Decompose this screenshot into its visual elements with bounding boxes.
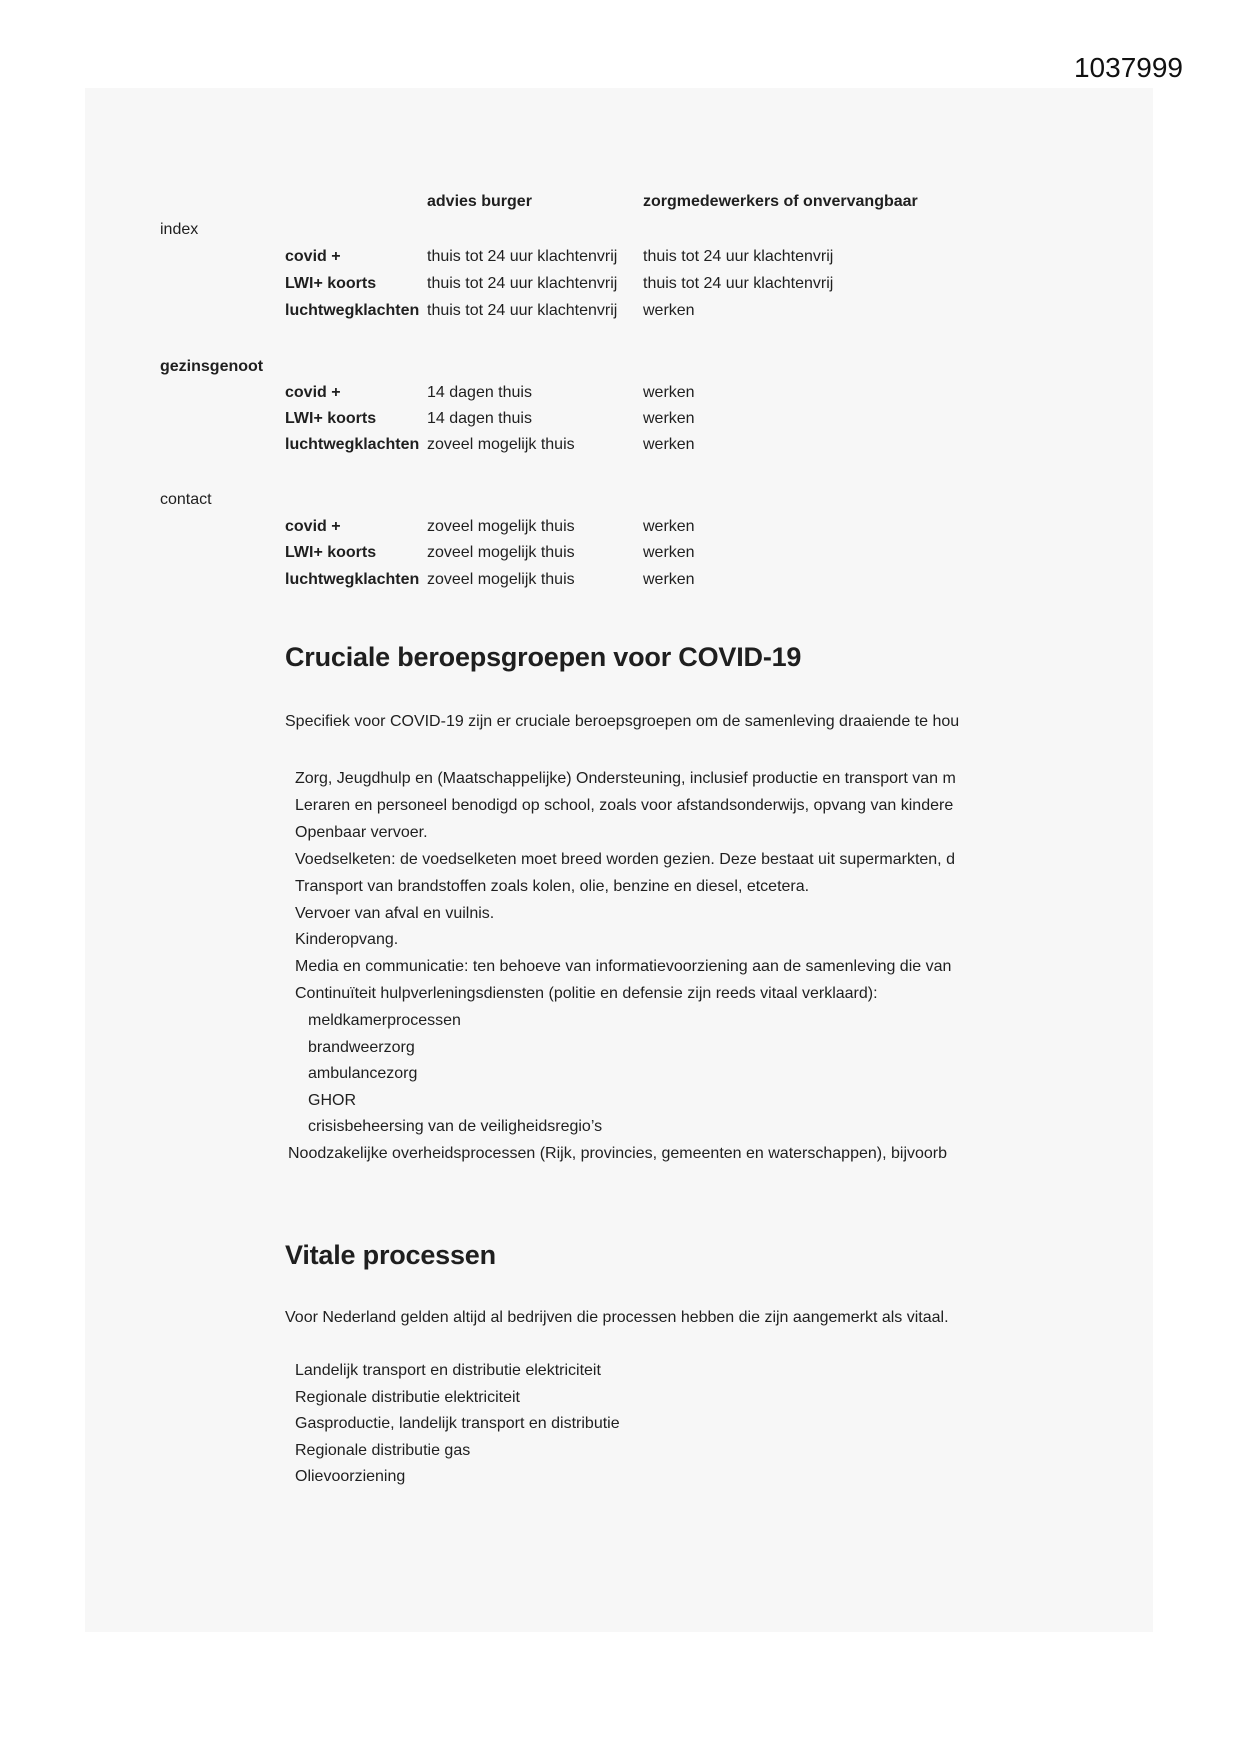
table-group-label-contact: contact — [160, 491, 212, 508]
list-subitem: GHOR — [308, 1092, 356, 1109]
page-number: 1037999 — [1073, 52, 1183, 83]
table-cell-symptom: luchtwegklachten — [285, 436, 420, 453]
table-cell-advies: 14 dagen thuis — [427, 384, 532, 401]
table-cell-zorg: thuis tot 24 uur klachtenvrij — [643, 248, 834, 265]
list-item: Openbaar vervoer. — [295, 824, 428, 841]
list-subitem: ambulancezorg — [308, 1065, 418, 1082]
list-item: Continuïteit hulpverleningsdiensten (politie en defensie zijn reeds vitaal verklaard): — [295, 985, 878, 1002]
section-intro: Specifiek voor COVID-19 zijn er cruciale beroepsgroepen om de samenleving draaiende te hou — [285, 713, 960, 730]
list-item: Olievoorziening — [295, 1468, 406, 1485]
table-cell-symptom: luchtwegklachten — [285, 302, 420, 319]
list-item: Landelijk transport en distributie elektriciteit — [295, 1362, 601, 1379]
table-cell-advies: zoveel mogelijk thuis — [427, 436, 575, 453]
table-cell-advies: 14 dagen thuis — [427, 410, 532, 427]
table-col-header-zorgmedewerkers: zorgmedewerkers of onvervangbaar — [643, 193, 918, 210]
table-cell-advies: zoveel mogelijk thuis — [427, 571, 575, 588]
table-cell-zorg: werken — [643, 518, 695, 535]
table-cell-zorg: werken — [643, 410, 695, 427]
list-item: Kinderopvang. — [295, 931, 399, 948]
table-cell-symptom: covid + — [285, 518, 341, 535]
table-cell-symptom: LWI+ koorts — [285, 544, 377, 561]
table-cell-zorg: werken — [643, 302, 695, 319]
table-cell-zorg: werken — [643, 544, 695, 561]
table-col-header-advies-burger: advies burger — [427, 193, 532, 210]
list-item: Vervoer van afval en vuilnis. — [295, 905, 495, 922]
list-item: Noodzakelijke overheidsprocessen (Rijk, provincies, gemeenten en waterschappen), bijvoorb — [288, 1145, 948, 1162]
list-item: Regionale distributie gas — [295, 1442, 471, 1459]
list-item: Voedselketen: de voedselketen moet breed worden gezien. Deze bestaat uit supermarkten, d — [295, 851, 955, 868]
table-cell-zorg: werken — [643, 436, 695, 453]
list-item: Zorg, Jeugdhulp en (Maatschappelijke) Ondersteuning, inclusief productie en transport van m — [295, 770, 956, 787]
list-subitem: meldkamerprocessen — [308, 1012, 461, 1029]
table-cell-zorg: thuis tot 24 uur klachtenvrij — [643, 275, 834, 292]
table-group-label-gezinsgenoot: gezinsgenoot — [160, 358, 264, 375]
table-cell-advies: zoveel mogelijk thuis — [427, 518, 575, 535]
table-cell-advies: thuis tot 24 uur klachtenvrij — [427, 275, 618, 292]
table-group-label-index: index — [160, 221, 199, 238]
table-cell-advies: zoveel mogelijk thuis — [427, 544, 575, 561]
table-cell-advies: thuis tot 24 uur klachtenvrij — [427, 248, 618, 265]
section-title-vitale-processen: Vitale processen — [285, 1240, 496, 1270]
table-cell-zorg: werken — [643, 571, 695, 588]
table-cell-symptom: luchtwegklachten — [285, 571, 420, 588]
list-item: Gasproductie, landelijk transport en distributie — [295, 1415, 620, 1432]
list-item: Regionale distributie elektriciteit — [295, 1389, 520, 1406]
list-item: Media en communicatie: ten behoeve van informatievoorziening aan de samenleving die van — [295, 958, 952, 975]
list-item: Leraren en personeel benodigd op school, zoals voor afstandsonderwijs, opvang van kindere — [295, 797, 954, 814]
table-cell-zorg: werken — [643, 384, 695, 401]
section-intro: Voor Nederland gelden altijd al bedrijven die processen hebben die zijn aangemerkt als vitaal. — [285, 1309, 949, 1326]
list-subitem: brandweerzorg — [308, 1039, 415, 1056]
table-cell-symptom: covid + — [285, 248, 341, 265]
section-title-cruciale-beroepsgroepen: Cruciale beroepsgroepen voor COVID-19 — [285, 642, 802, 672]
table-cell-symptom: LWI+ koorts — [285, 275, 377, 292]
table-cell-advies: thuis tot 24 uur klachtenvrij — [427, 302, 618, 319]
list-subitem: crisisbeheersing van de veiligheidsregio’s — [308, 1118, 603, 1135]
list-item: Transport van brandstoffen zoals kolen, olie, benzine en diesel, etcetera. — [295, 878, 810, 895]
table-cell-symptom: covid + — [285, 384, 341, 401]
table-cell-symptom: LWI+ koorts — [285, 410, 377, 427]
